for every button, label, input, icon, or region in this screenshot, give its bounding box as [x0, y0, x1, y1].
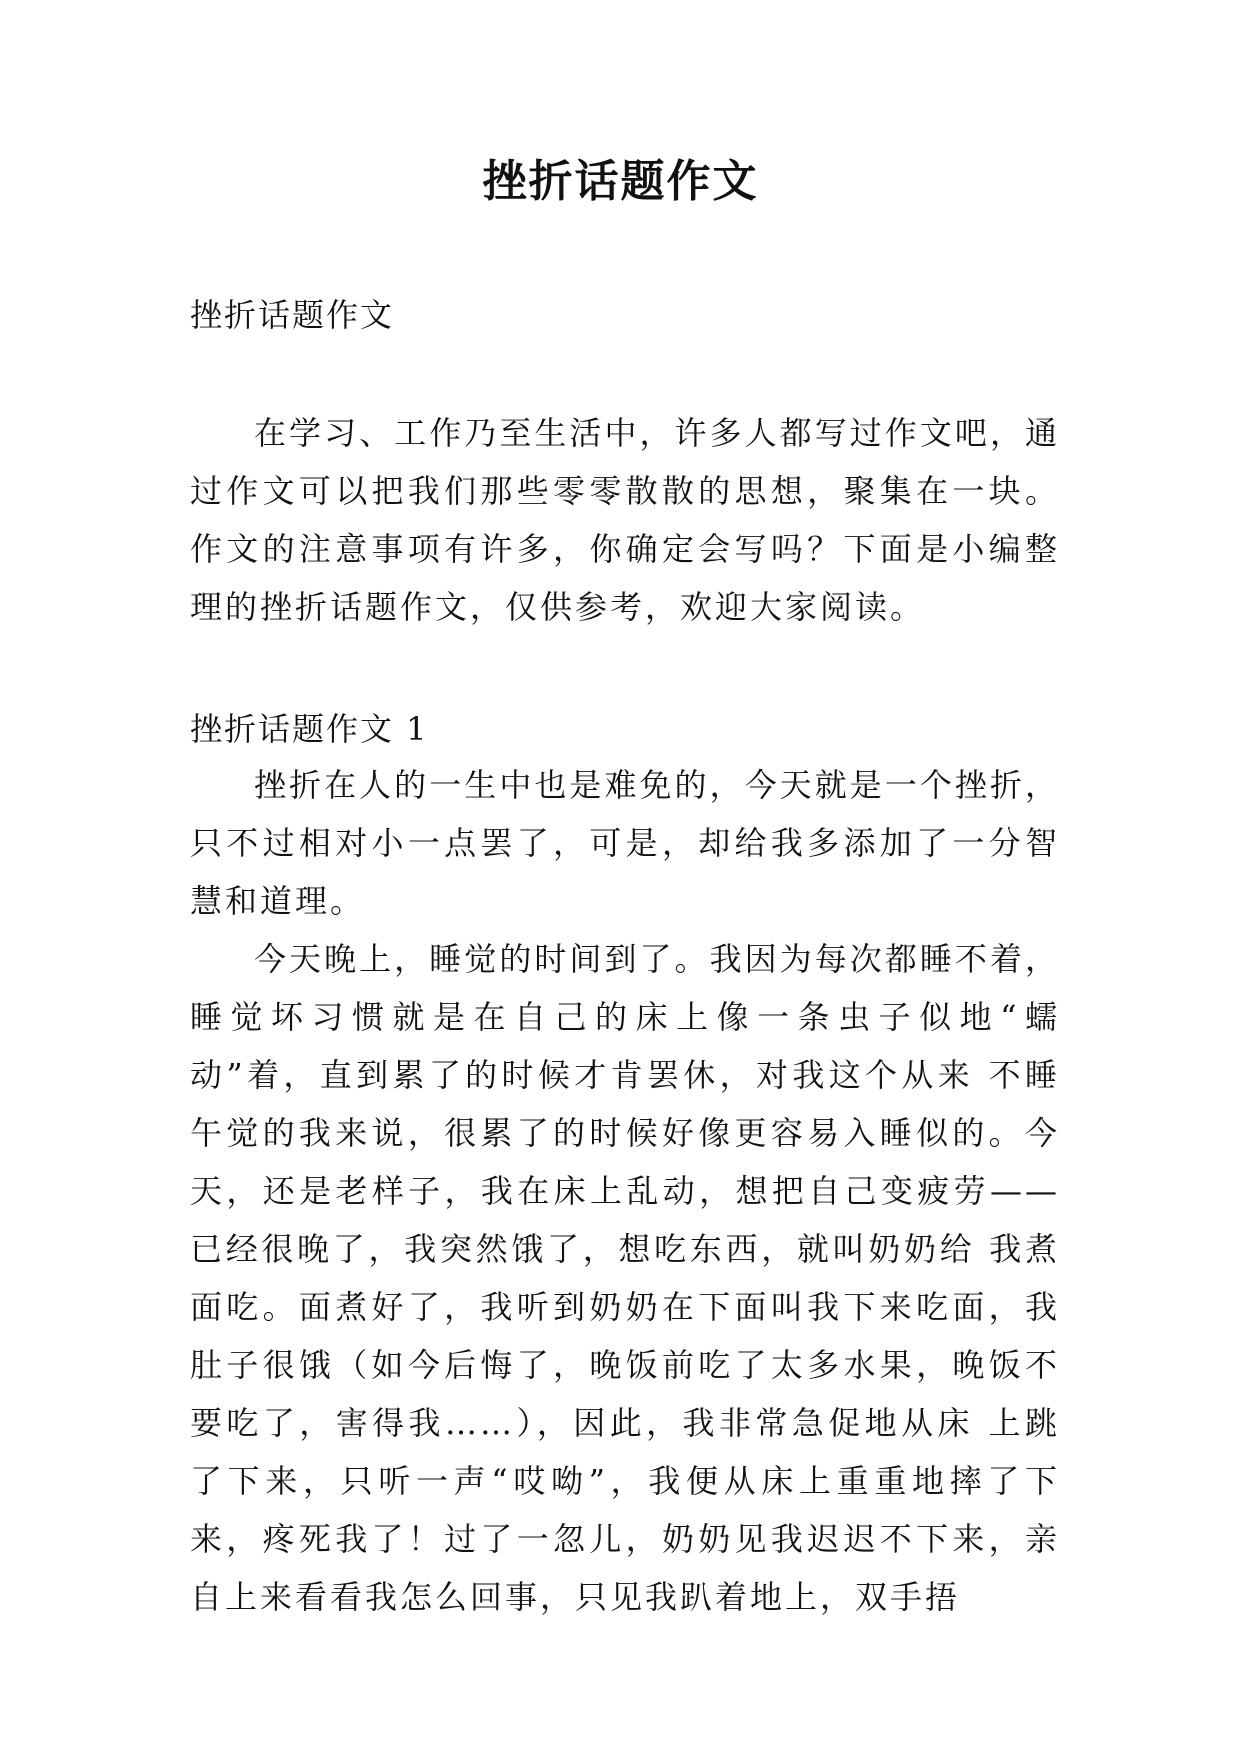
intro-block — [190, 404, 1060, 636]
document-subtitle: 挫折话题作文 — [190, 296, 395, 334]
essay-paragraph-1: 挫折在人的一生中也是难免的，今天就是一个挫折，只不过相对小一点罢了，可是，却给我多添加了一分智慧和道理。 — [190, 766, 1060, 920]
essay-paragraph-2: 今天晚上，睡觉的时间到了。我因为每次都睡不着，睡觉坏习惯就是在自己的床上像一条虫子似地“蠕动”着，直到累了的时候才肯罢休，对我这个从来 不睡午觉的我来说，很累了的时候好像更容易入睡似的。今天，还是老样子，我在床上乱动，想把自己变疲劳——已经很晚了，我突然饿了，想吃东西，就叫奶奶给 我煮面吃。面煮好了，我听到奶奶在下面叫我下来吃面，我肚子很饿（如今后悔了，晚饭前吃了太多水果，晚饭不要吃了，害得我……），因此，我非常急促地从床 上跳了下来，只听一声“哎呦”，我便从床上重重地摔了下来，疼死我了！过了一忽儿，奶奶见我迟迟不下来，亲自上来看看我怎么回事，只见我趴着地上，双手捂 — [190, 940, 1060, 1616]
document-title: 挫折话题作文 — [482, 156, 759, 207]
essay-heading: 挫折话题作文 1 — [190, 710, 429, 748]
intro-paragraph: 在学习、工作乃至生活中，许多人都写过作文吧，通过作文可以把我们那些零零散散的思想，聚集在一块。作文的注意事项有许多，你确定会写吗？下面是小编整理的挫折话题作文，仅供参考，欢迎大家阅读。 — [190, 414, 1060, 626]
essay-body — [190, 756, 1060, 1626]
